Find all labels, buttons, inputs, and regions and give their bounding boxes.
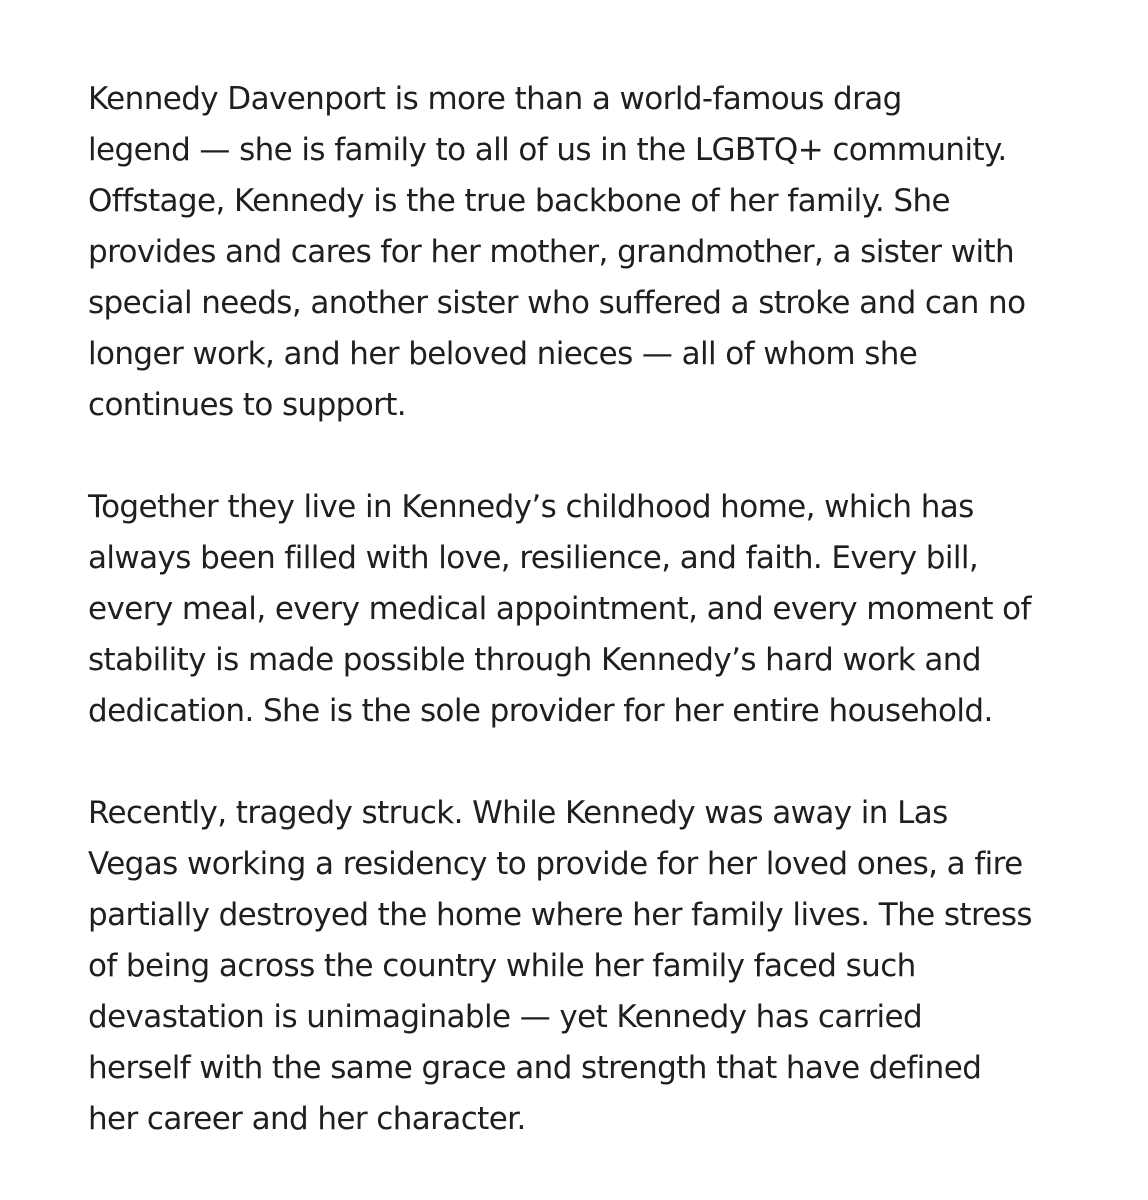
text-line: provides and cares for her mother, grandmother, a sister with [88,234,1015,270]
text-line: continues to support. [88,387,407,423]
text-line: longer work, and her beloved nieces — all of whom she [88,336,918,372]
text-line: dedication. She is the sole provider for her entire household. [88,693,993,729]
text-line: herself with the same grace and strength that have defined [88,1050,982,1086]
text-line: Offstage, Kennedy is the true backbone of her family. She [88,183,951,219]
text-line: legend — she is family to all of us in the LGBTQ+ community. [88,132,1007,168]
text-line: devastation is unimaginable — yet Kennedy has carried [88,999,923,1035]
paragraph-childhood-home [88,482,1088,737]
text-line: of being across the country while her family faced such [88,948,916,984]
article-body [88,74,1088,1196]
text-line: Recently, tragedy struck. While Kennedy was away in Las [88,795,948,831]
text-line: partially destroyed the home where her family lives. The stress [88,897,1032,933]
text-line: Together they live in Kennedy’s childhood home, which has [88,489,974,525]
text-line: every meal, every medical appointment, and every moment of [88,591,1031,627]
text-line: stability is made possible through Kennedy’s hard work and [88,642,981,678]
text-line: Kennedy Davenport is more than a world-famous drag [88,81,902,117]
text-line: special needs, another sister who suffered a stroke and can no [88,285,1026,321]
text-line: her career and her character. [88,1101,526,1137]
paragraph-family-intro [88,74,1088,431]
paragraph-fire-tragedy [88,788,1088,1145]
text-line: always been filled with love, resilience, and faith. Every bill, [88,540,979,576]
text-line: Vegas working a residency to provide for her loved ones, a fire [88,846,1023,882]
